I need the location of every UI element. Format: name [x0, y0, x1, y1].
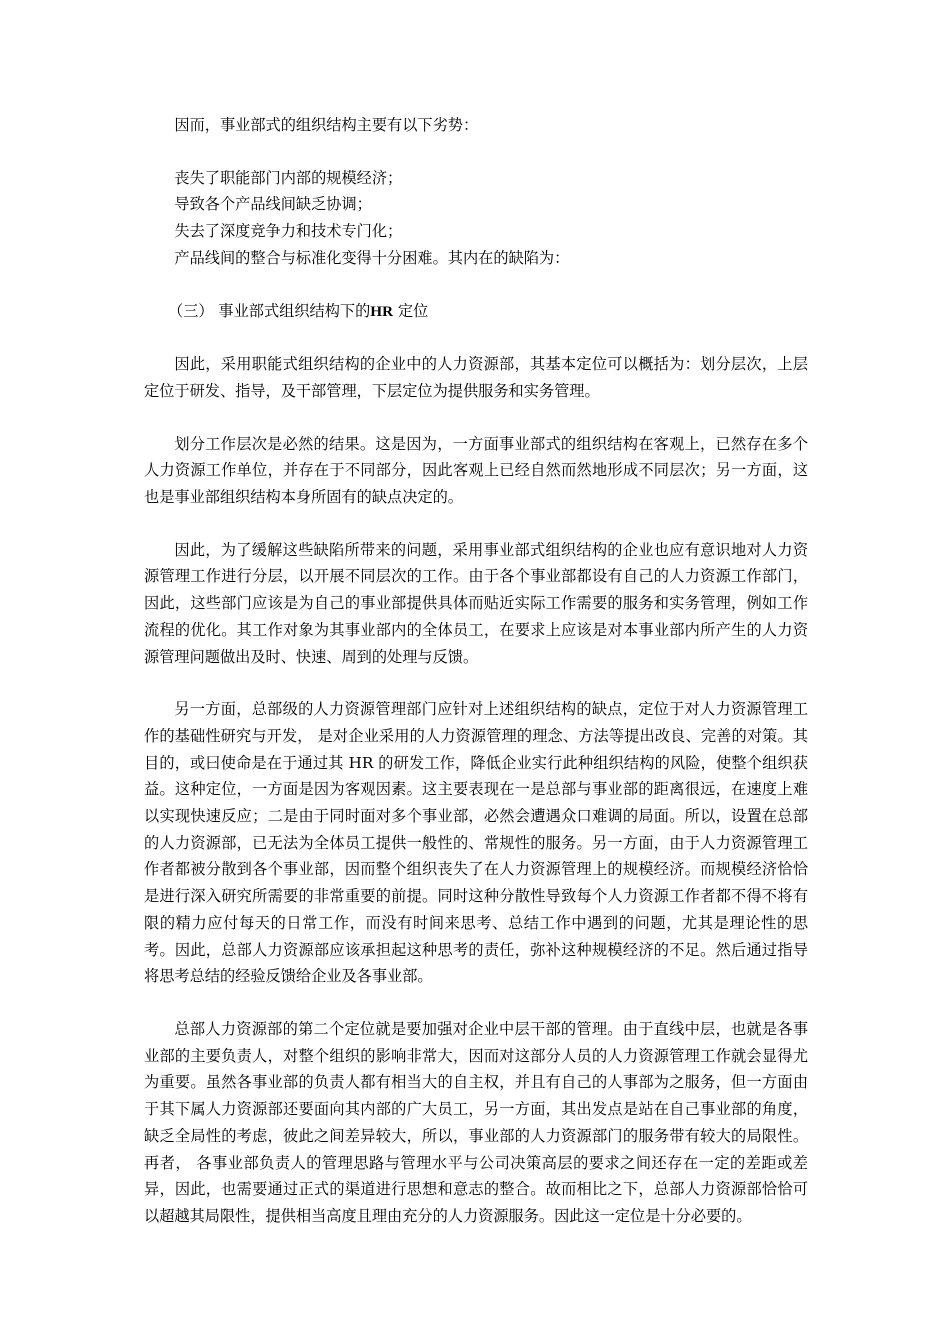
section-heading: [144, 298, 808, 326]
section-title-bold: HR: [370, 302, 394, 320]
list-item: 失去了深度竞争力和技术专门化；: [174, 222, 403, 241]
section-number: （三）: [168, 301, 214, 320]
body-paragraph-3: 因此，为了缓解这些缺陷所带来的问题，采用事业部式组织结构的企业也应有意识地对人力资源管理工作进行分层，以开展不同层次的工作。由于各个事业部都设有自己的人力资源工作部门，因此，这些部门应该是为自己的事业部提供具体而贴近实际工作需要的服务和实务管理，例如工作流程的优化。其工作对象为其事业部内的全体员工，在要求上应该是对本事业部内所产生的人力资源管理问题做出及时、快速、周到的处理与反馈。: [144, 540, 808, 666]
section-title-prefix: 事业部式组织结构下的: [218, 301, 371, 320]
body-paragraph-1: 因此，采用职能式组织结构的企业中的人力资源部，其基本定位可以概括为：划分层次，上层定位于研发、指导，及干部管理，下层定位为提供服务和实务管理。: [144, 355, 808, 400]
list-item: 丧失了职能部门内部的规模经济；: [174, 168, 403, 187]
list-item: 导致各个产品线间缺乏协调；: [174, 195, 372, 214]
body-paragraph-2: 划分工作层次是必然的结果。这是因为，一方面事业部式的组织结构在客观上，已然存在多个人力资源工作单位，并存在于不同部分，因此客观上已经自然而然地形成不同层次；另一方面，这也是事业部组织结构本身所固有的缺点决定的。: [144, 434, 808, 507]
body-paragraph-4: 另一方面，总部级的人力资源管理部门应针对上述组织结构的缺点，定位于对人力资源管理工作的基础性研究与开发， 是对企业采用的人力资源管理的理念、方法等提出改良、完善的对策。其目的，或曰使命是在于通过其 HR 的研发工作，降低企业实行此种组织结构的风险，使整个组织获益。这种定位，一方面是因为客观因素。这主要表现在一是总部与事业部的距离很远，在速度上难以实现快速反应；二是由于同时面对多个事业部，必然会遭遇众口难调的局面。所以，设置在总部的人力资源部，已无法为全体员工提供一般性的、常规性的服务。另一方面，由于人力资源管理工作者都被分散到各个事业部，因而整个组织丧失了在人力资源管理上的规模经济。而规模经济恰恰是进行深入研究所需要的非常重要的前提。同时这种分散性导致每个人力资源工作者都不得不将有限的精力应付每天的日常工作，而没有时间来思考、总结工作中遇到的问题，尤其是理论性的思考。因此，总部人力资源部应该承担起这种思考的责任，弥补这种规模经济的不足。然后通过指导将思考总结的经验反馈给企业及各事业部。: [144, 700, 808, 986]
document-body: [144, 112, 808, 1256]
intro-paragraph: 因而，事业部式的组织结构主要有以下劣势：: [174, 116, 479, 134]
disadvantages-list: [144, 165, 808, 272]
list-item: 产品线间的整合与标准化变得十分困难。其内在的缺陷为：: [174, 248, 570, 267]
section-title-suffix: 定位: [397, 301, 429, 320]
body-paragraph-5: 总部人力资源部的第二个定位就是要加强对企业中层干部的管理。由于直线中层，也就是各事业部的主要负责人，对整个组织的影响非常大，因而对这部分人员的人力资源管理工作就会显得尤为重要。虽然各事业部的负责人都有相当大的自主权，并且有自己的人事部为之服务，但一方面由于其下属人力资源部还要面向其内部的广大员工，另一方面，其出发点是站在自己事业部的角度，缺乏全局性的考虑，彼此之间差异较大，所以，事业部的人力资源部门的服务带有较大的局限性。再者， 各事业部负责人的管理思路与管理水平与公司决策高层的要求之间还存在一定的差距或差异，因此，也需要通过正式的渠道进行思想和意志的整合。故而相比之下，总部人力资源部恰恰可以超越其局限性，提供相当高度且理由充分的人力资源服务。因此这一定位是十分必要的。: [144, 1019, 808, 1225]
